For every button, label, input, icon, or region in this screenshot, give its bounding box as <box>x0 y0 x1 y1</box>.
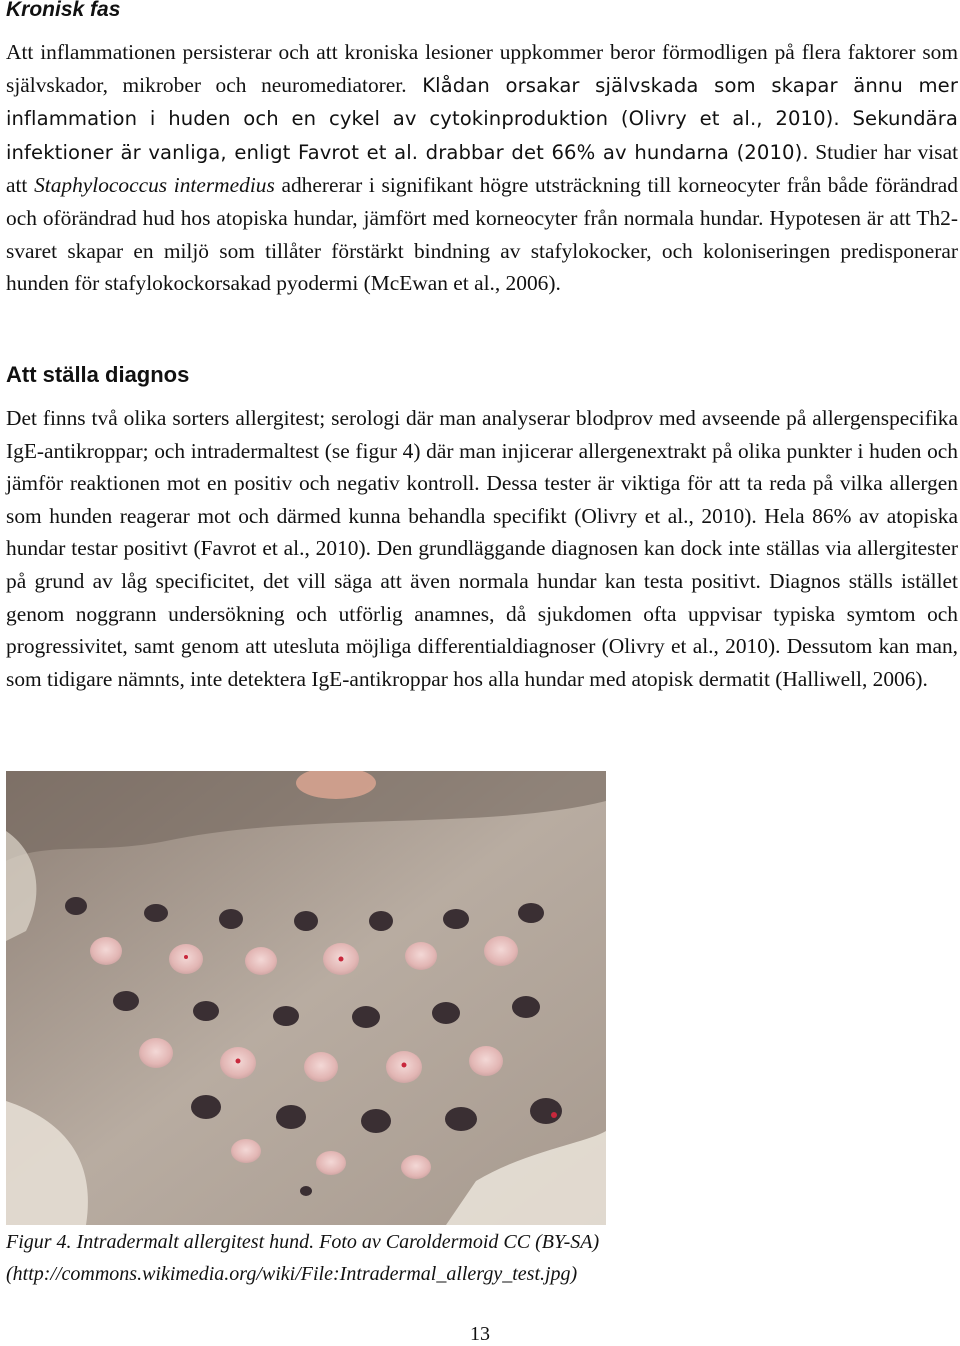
figure-caption <box>6 1226 906 1290</box>
page-number: 13 <box>470 1323 490 1345</box>
paragraph-sentence: Klådan orsakar självskada som skapar ännu mer inflammation i huden och en cykel av cytokinproduktion (Olivry et al., 2010). Sekundära infektioner är vanliga, enligt Favrot et al. drabbar det 66% av hundarna (2010). <box>6 73 958 164</box>
paragraph-sentence: adhererar i signifikant högre utsträckning till korneocyter från både förändrad och oförändrad hud hos atopiska hundar, jämfört med korneocyter från normala hundar. Hypotesen är att Th2-svaret skapar en miljö som tillåter förstärkt bindning av stafylokocker, och koloniseringen predisponerar hunden för stafylokockorsakad pyodermi (McEwan et al., 2006). <box>6 173 958 296</box>
section-heading: Att ställa diagnos <box>6 362 190 387</box>
paragraph-kronisk-fas <box>6 36 958 300</box>
caption-source-url: (http://commons.wikimedia.org/wiki/File:Intradermal_allergy_test.jpg) <box>6 1263 578 1285</box>
allergy-test-photo <box>6 771 606 1225</box>
caption-line: Figur 4. Intradermalt allergitest hund. Foto av Caroldermoid CC (BY-SA) <box>6 1231 600 1253</box>
figure-photo <box>6 771 606 1225</box>
paragraph-sentence: Att inflammationen persisterar och att kroniska lesioner uppkommer beror förmodligen på flera faktorer som självskador, mikrober och neuromediatorer. <box>6 40 958 97</box>
paragraph-sentence: Studier har visat att <box>6 139 959 198</box>
species-name: Staphylococcus intermedius <box>34 173 275 198</box>
paragraph-diagnos: Det finns två olika sorters allergitest; serologi där man analyserar blodprov med avseende på allergenspecifika IgE-antikroppar; och intradermaltest (se figur 4) där man injicerar allergenextrakt på olika punkter i huden och jämför reaktionen mot en positiv och negativ kontroll. Dessa tester är viktiga för att ta reda på vilka allergen som hunden reagerar mot och därmed kunna behandla specifikt (Olivry et al., 2010). Hela 86% av atopiska hundar testar positivt (Favrot et al., 2010). Den grundläggande diagnosen kan dock inte ställas via allergitester på grund av låg specificitet, det vill säga att även normala hundar kan testa positivt. Diagnos ställs istället genom noggrann undersökning och utförlig anamnes, då sjukdomen ofta uppvisar typiska symtom och progressivitet, samt genom att utesluta möjliga differentialdiagnoser (Olivry et al., 2010). Dessutom kan man, som tidigare nämnts, inte detektera IgE-antikroppar hos alla hundar med atopisk dermatit (Halliwell, 2006). <box>6 406 958 691</box>
section-label: Kronisk fas <box>6 0 121 21</box>
